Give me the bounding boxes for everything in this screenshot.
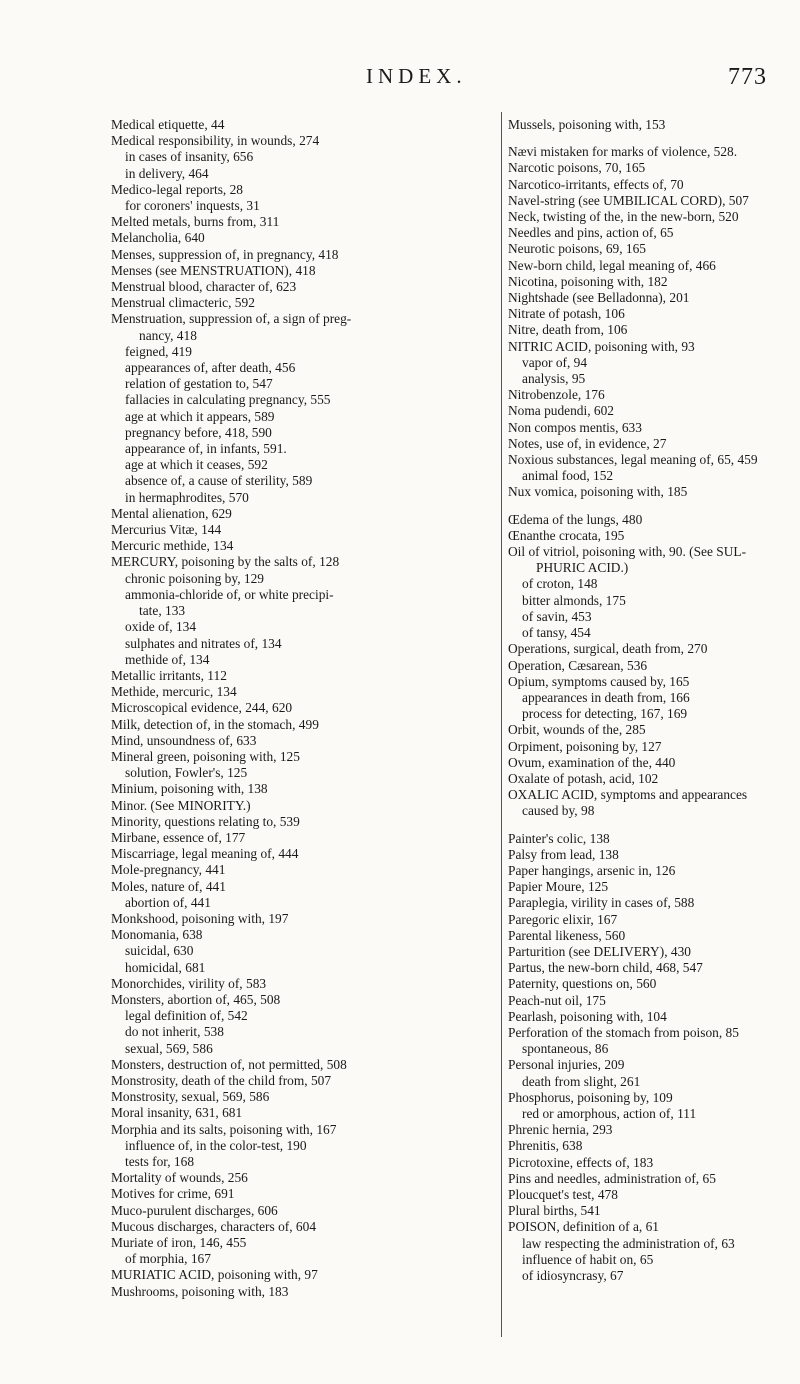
index-entry: Phrenitis, 638 — [508, 1138, 583, 1154]
index-entry: spontaneous, 86 — [522, 1041, 609, 1057]
index-entry: Mole-pregnancy, 441 — [111, 862, 226, 878]
index-entry: Melted metals, burns from, 311 — [111, 214, 280, 230]
index-entry: Narcotico-irritants, effects of, 70 — [508, 176, 684, 192]
index-entry: Orbit, wounds of the, 285 — [508, 722, 646, 738]
index-entry: Menses, suppression of, in pregnancy, 418 — [111, 246, 339, 262]
index-entry: Medico-legal reports, 28 — [111, 181, 244, 197]
index-entry: ammonia-chloride of, or white precipi- — [125, 586, 334, 602]
index-entry: solution, Fowler's, 125 — [125, 765, 248, 781]
index-entry: Moral insanity, 631, 681 — [111, 1105, 243, 1121]
index-entry: sexual, 569, 586 — [125, 1040, 213, 1056]
index-entry: Paregoric elixir, 167 — [508, 911, 618, 927]
column-divider — [501, 112, 502, 1337]
index-entry: Menstrual blood, character of, 623 — [111, 279, 297, 295]
index-entry: Mind, unsoundness of, 633 — [111, 732, 257, 748]
index-entry: Moles, nature of, 441 — [111, 878, 226, 894]
index-entry: Minor. (See MINORITY.) — [111, 797, 251, 813]
index-entry: Miscarriage, legal meaning of, 444 — [111, 846, 299, 862]
index-entry: influence of habit on, 65 — [522, 1251, 654, 1267]
index-entry: Mental alienation, 629 — [111, 505, 232, 521]
index-entry: Noxious substances, legal meaning of, 65, 459 — [508, 452, 758, 468]
index-entry: POISON, definition of a, 61 — [508, 1219, 660, 1235]
index-column-right — [508, 117, 798, 1284]
index-entry: Peach-nut oil, 175 — [508, 992, 606, 1008]
index-entry: vapor of, 94 — [522, 354, 588, 370]
index-entry: oxide of, 134 — [125, 619, 197, 635]
index-entry: Pins and needles, administration of, 65 — [508, 1170, 716, 1186]
index-entry: influence of, in the color-test, 190 — [125, 1137, 307, 1153]
index-entry: Nicotina, poisoning with, 182 — [508, 273, 668, 289]
index-entry: fallacies in calculating pregnancy, 555 — [125, 392, 331, 408]
index-entry: abortion of, 441 — [125, 894, 211, 910]
index-entry: New-born child, legal meaning of, 466 — [508, 257, 716, 273]
index-entry: Monstrosity, sexual, 569, 586 — [111, 1089, 270, 1105]
index-entry: Neck, twisting of the, in the new-born, 520 — [508, 209, 739, 225]
index-entry: Paraplegia, virility in cases of, 588 — [508, 895, 695, 911]
index-entry: Melancholia, 640 — [111, 230, 205, 246]
index-entry: legal definition of, 542 — [125, 1008, 248, 1024]
index-entry: suicidal, 630 — [125, 943, 194, 959]
index-entry: absence of, a cause of sterility, 589 — [125, 473, 313, 489]
index-entry: pregnancy before, 418, 590 — [125, 424, 272, 440]
index-entry: tests for, 168 — [125, 1154, 195, 1169]
index-entry: of tansy, 454 — [522, 625, 591, 641]
index-entry: of savin, 453 — [522, 608, 592, 624]
index-entry: Nux vomica, poisoning with, 185 — [508, 484, 688, 500]
index-entry: Medical etiquette, 44 — [111, 117, 225, 132]
index-entry: Methide, mercuric, 134 — [111, 684, 237, 700]
index-entry: Monkshood, poisoning with, 197 — [111, 910, 289, 926]
index-entry: Nitrobenzole, 176 — [508, 387, 605, 403]
index-entry: Mussels, poisoning with, 153 — [508, 117, 666, 132]
index-entry: Motives for crime, 691 — [111, 1186, 235, 1202]
index-entry: OXALIC ACID, symptoms and appearances — [508, 787, 748, 803]
index-entry: Mercuric methide, 134 — [111, 538, 234, 554]
index-entry: Opium, symptoms caused by, 165 — [508, 673, 690, 689]
index-entry: Mirbane, essence of, 177 — [111, 829, 246, 845]
index-entry: age at which it ceases, 592 — [125, 457, 268, 473]
index-entry: Oxalate of potash, acid, 102 — [508, 770, 659, 786]
index-entry: Parental likeness, 560 — [508, 927, 626, 943]
index-entry: of croton, 148 — [522, 576, 598, 592]
page-title: INDEX. — [366, 64, 467, 88]
index-entry: Microscopical evidence, 244, 620 — [111, 700, 293, 716]
index-entry: Monorchides, virility of, 583 — [111, 975, 267, 991]
index-entry: Muriate of iron, 146, 455 — [111, 1235, 247, 1251]
index-entry: Monsters, destruction of, not permitted, 508 — [111, 1056, 347, 1072]
index-entry: Ovum, examination of the, 440 — [508, 754, 676, 770]
index-entry: Monsters, abortion of, 465, 508 — [111, 991, 281, 1007]
index-entry: MURIATIC ACID, poisoning with, 97 — [111, 1267, 318, 1283]
index-entry: Minority, questions relating to, 539 — [111, 813, 300, 829]
index-entry: Neurotic poisons, 69, 165 — [508, 241, 646, 257]
index-entry: Orpiment, poisoning by, 127 — [508, 738, 662, 754]
index-entry: Nitre, death from, 106 — [508, 322, 628, 338]
index-entry: Phosphorus, poisoning by, 109 — [508, 1089, 673, 1105]
index-entry: Picrotoxine, effects of, 183 — [508, 1154, 654, 1170]
index-entry: chronic poisoning by, 129 — [125, 570, 264, 586]
index-entry: Mucous discharges, characters of, 604 — [111, 1218, 317, 1234]
index-entry: Noma pudendi, 602 — [508, 403, 614, 419]
page-header — [0, 64, 800, 94]
index-entry: of morphia, 167 — [125, 1251, 211, 1267]
index-entry: Needles and pins, action of, 65 — [508, 225, 674, 241]
index-entry: appearances of, after death, 456 — [125, 360, 296, 376]
index-entry: Plural births, 541 — [508, 1203, 601, 1219]
index-entry: NITRIC ACID, poisoning with, 93 — [508, 338, 695, 354]
index-entry: bitter almonds, 175 — [522, 592, 626, 608]
index-entry: in hermaphrodites, 570 — [125, 489, 249, 505]
index-entry: Phrenic hernia, 293 — [508, 1122, 613, 1138]
index-entry: tate, 133 — [139, 603, 186, 619]
index-entry: Menstruation, suppression of, a sign of preg- — [111, 311, 352, 327]
index-entry: Narcotic poisons, 70, 165 — [508, 160, 646, 176]
index-entry: death from slight, 261 — [522, 1073, 641, 1089]
page-number: 773 — [728, 64, 767, 90]
index-entry: PHURIC ACID.) — [536, 560, 629, 576]
index-entry: Minium, poisoning with, 138 — [111, 781, 268, 797]
index-entry: Ploucquet's test, 478 — [508, 1187, 618, 1202]
index-entry: nancy, 418 — [139, 327, 197, 343]
index-entry: Œnanthe crocata, 195 — [508, 527, 625, 543]
index-entry: Operations, surgical, death from, 270 — [508, 641, 708, 657]
index-entry: Mortality of wounds, 256 — [111, 1170, 248, 1186]
index-entry: red or amorphous, action of, 111 — [522, 1105, 697, 1121]
index-entry: Oil of vitriol, poisoning with, 90. (See SUL- — [508, 544, 747, 560]
index-entry: Morphia and its salts, poisoning with, 167 — [111, 1121, 337, 1137]
index-entry: for coroners' inquests, 31 — [125, 198, 260, 214]
index-entry: do not inherit, 538 — [125, 1024, 224, 1040]
index-entry: Milk, detection of, in the stomach, 499 — [111, 716, 319, 732]
index-entry: Partus, the new-born child, 468, 547 — [508, 960, 703, 976]
index-entry: relation of gestation to, 547 — [125, 376, 273, 392]
index-entry: feigned, 419 — [125, 343, 192, 359]
index-entry: Medical responsibility, in wounds, 274 — [111, 133, 320, 149]
index-entry: Paper hangings, arsenic in, 126 — [508, 862, 676, 878]
index-entry: Personal injuries, 209 — [508, 1057, 625, 1073]
index-column-left — [111, 117, 486, 1300]
index-entry: Navel-string (see UMBILICAL CORD), 507 — [508, 192, 749, 208]
index-entry: Mineral green, poisoning with, 125 — [111, 748, 300, 764]
index-entry: Palsy from lead, 138 — [508, 846, 619, 862]
index-entry: Metallic irritants, 112 — [111, 667, 227, 683]
index-entry: Notes, use of, in evidence, 27 — [508, 435, 667, 451]
index-entry: appearance of, in infants, 591. — [125, 441, 287, 457]
index-entry: Nightshade (see Belladonna), 201 — [508, 290, 690, 306]
index-entry: Muco-purulent discharges, 606 — [111, 1202, 278, 1218]
index-entry: in cases of insanity, 656 — [125, 149, 254, 165]
index-entry: Paternity, questions on, 560 — [508, 976, 657, 992]
index-entry: methide of, 134 — [125, 651, 210, 667]
index-entry: law respecting the administration of, 63 — [522, 1235, 735, 1251]
index-entry: Nitrate of potash, 106 — [508, 306, 625, 322]
index-entry: Nævi mistaken for marks of violence, 528. — [508, 144, 738, 160]
index-entry: Monstrosity, death of the child from, 507 — [111, 1072, 332, 1088]
index-entry: age at which it appears, 589 — [125, 408, 275, 424]
index-entry: Menses (see MENSTRUATION), 418 — [111, 262, 316, 278]
index-entry: animal food, 152 — [522, 468, 614, 484]
index-entry: Painter's colic, 138 — [508, 830, 610, 846]
index-entry: process for detecting, 167, 169 — [522, 706, 688, 722]
index-entry: Monomania, 638 — [111, 927, 203, 943]
index-entry: analysis, 95 — [522, 371, 586, 387]
index-entry: Non compos mentis, 633 — [508, 419, 642, 435]
index-entry: in delivery, 464 — [125, 165, 209, 181]
index-entry: Menstrual climacteric, 592 — [111, 295, 255, 311]
index-entry: Papier Moure, 125 — [508, 879, 609, 895]
index-entry: of idiosyncrasy, 67 — [522, 1268, 624, 1284]
index-entry: Œdema of the lungs, 480 — [508, 511, 643, 527]
index-entry: Perforation of the stomach from poison, 85 — [508, 1024, 739, 1040]
index-entry: appearances in death from, 166 — [522, 689, 690, 705]
index-entry: sulphates and nitrates of, 134 — [125, 635, 282, 651]
index-entry: Mushrooms, poisoning with, 183 — [111, 1283, 289, 1299]
index-entry: Parturition (see DELIVERY), 430 — [508, 943, 691, 959]
index-entry: MERCURY, poisoning by the salts of, 128 — [111, 554, 340, 570]
index-entry: caused by, 98 — [522, 803, 595, 819]
index-entry: Pearlash, poisoning with, 104 — [508, 1008, 667, 1024]
index-entry: Mercurius Vitæ, 144 — [111, 522, 222, 538]
index-entry: Operation, Cæsarean, 536 — [508, 657, 648, 673]
index-entry: homicidal, 681 — [125, 959, 206, 975]
